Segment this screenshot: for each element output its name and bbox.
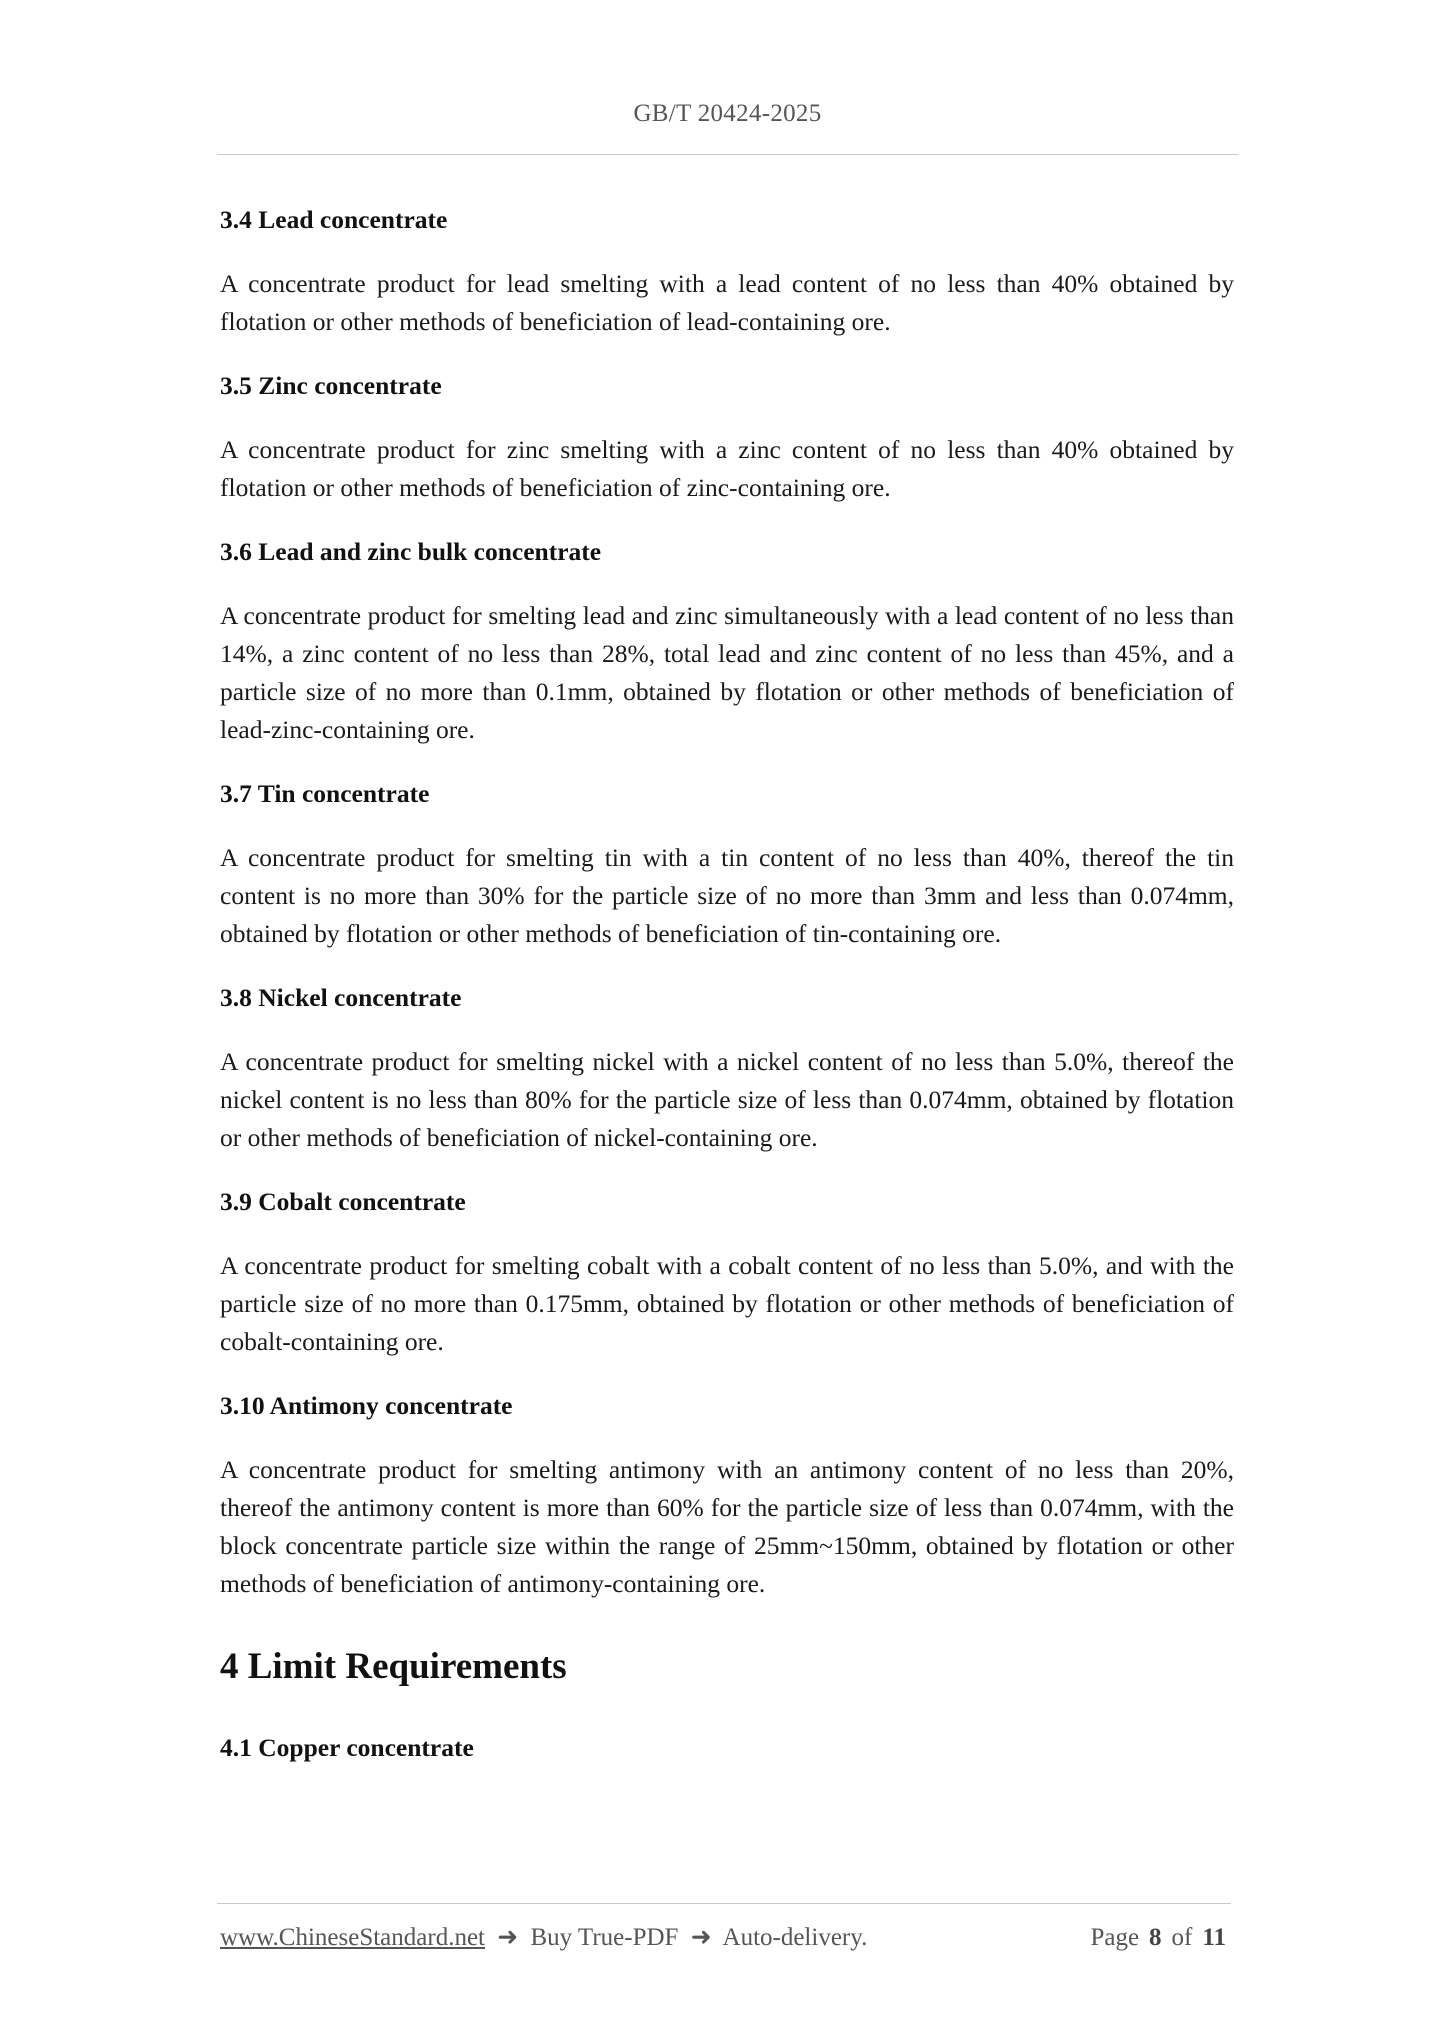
buy-text: Buy True-PDF [530, 1924, 679, 1951]
website-link[interactable]: www.ChineseStandard.net [220, 1924, 485, 1951]
clause-title: 3.4 Lead concentrate [220, 205, 448, 234]
footer-promo [220, 1922, 867, 1952]
clause-body: A concentrate product for lead smelting with a lead content of no less than 40% obtained by flotation or other methods of beneficiation of lead-containing ore. [220, 269, 1234, 336]
arrow-right-icon: ➜ [497, 1924, 519, 1951]
document-content [220, 201, 1234, 1793]
clause-3-7 [220, 775, 1234, 953]
clause-body: A concentrate product for smelting nickel with a nickel content of no less than 5.0%, thereof the nickel content is no less than 80% for the particle size of less than 0.074mm, obtained by flotation or other methods of beneficiation of nickel-containing ore. [220, 1047, 1234, 1152]
page-header-title: GB/T 20424-2025 [633, 100, 822, 127]
page-total: 11 [1202, 1924, 1226, 1951]
clause-3-9 [220, 1183, 1234, 1361]
clause-body: A concentrate product for smelting tin with a tin content of no less than 40%, thereof the tin content is no more than 30% for the particle size of no more than 3mm and less than 0.074mm, obtained by flotation or other methods of beneficiation of tin-containing ore. [220, 843, 1234, 948]
clause-3-5 [220, 367, 1234, 507]
clause-title: 3.7 Tin concentrate [220, 779, 430, 808]
arrow-right-icon: ➜ [690, 1924, 712, 1951]
clause-body: A concentrate product for zinc smelting with a zinc content of no less than 40% obtained by flotation or other methods of beneficiation of zinc-containing ore. [220, 435, 1234, 502]
clause-title: 3.8 Nickel concentrate [220, 983, 462, 1012]
page-label: Page [1090, 1924, 1140, 1951]
clause-3-8 [220, 979, 1234, 1157]
delivery-text: Auto-delivery. [722, 1924, 868, 1951]
clause-title: 3.10 Antimony concentrate [220, 1391, 513, 1420]
page-current: 8 [1149, 1924, 1162, 1951]
clause-3-4 [220, 201, 1234, 341]
clause-title: 3.6 Lead and zinc bulk concentrate [220, 537, 602, 566]
page-number [1090, 1924, 1226, 1952]
clause-body: A concentrate product for smelting lead and zinc simultaneously with a lead content of no less than 14%, a zinc content of no less than 28%, total lead and zinc content of no less than 45%, and a particle size of no more than 0.1mm, obtained by flotation or other methods of beneficiation of lead-zinc-containing ore. [220, 601, 1234, 744]
clause-body: A concentrate product for smelting cobalt with a cobalt content of no less than 5.0%, and with the particle size of no more than 0.175mm, obtained by flotation or other methods of beneficiation of cobalt-containing ore. [220, 1251, 1234, 1356]
clause-body: A concentrate product for smelting antimony with an antimony content of no less than 20%, thereof the antimony content is more than 60% for the particle size of less than 0.074mm, with the block concentrate particle size within the range of 25mm~150mm, obtained by flotation or other methods of beneficiation of antimony-containing ore. [220, 1455, 1234, 1598]
clause-title: 3.5 Zinc concentrate [220, 371, 442, 400]
clause-3-6 [220, 533, 1234, 749]
page-footer [220, 1922, 1226, 1952]
footer-divider [217, 1903, 1231, 1904]
section-title: 4 Limit Requirements [220, 1646, 567, 1687]
clause-3-10 [220, 1387, 1234, 1603]
page-of: of [1171, 1924, 1193, 1951]
header-divider [217, 154, 1238, 155]
subclause-title: 4.1 Copper concentrate [220, 1733, 474, 1762]
clause-title: 3.9 Cobalt concentrate [220, 1187, 466, 1216]
